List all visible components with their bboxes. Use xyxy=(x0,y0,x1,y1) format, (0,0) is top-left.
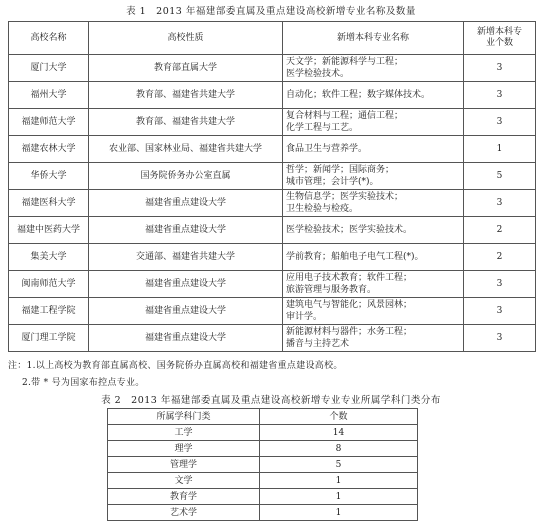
table-row xyxy=(9,190,536,217)
category-count: 1 xyxy=(260,473,418,489)
new-majors-table xyxy=(8,21,536,352)
header-type: 高校性质 xyxy=(89,22,283,55)
table-row xyxy=(108,473,418,489)
majors-cell xyxy=(283,136,464,163)
discipline-distribution-table xyxy=(107,408,418,521)
table-row xyxy=(9,325,536,352)
school-type: 福建省重点建设大学 xyxy=(89,298,283,325)
table1-caption: 表 1 2013 年福建部委直属及重点建设高校新增专业名称及数量 xyxy=(126,6,416,17)
school-type: 福建省重点建设大学 xyxy=(89,217,283,244)
table2-caption: 表 2 2013 年福建部委直属及重点建设高校新增专业专业所属学科门类分布 xyxy=(101,395,441,406)
major-line: 生物信息学；医学实验技术； xyxy=(286,192,404,202)
school-type: 教育部、福建省共建大学 xyxy=(89,109,283,136)
table-row xyxy=(9,298,536,325)
major-count: 5 xyxy=(464,163,536,190)
table-row xyxy=(9,217,536,244)
major-line: 天文学；新能源科学与工程； xyxy=(286,57,404,67)
major-count: 3 xyxy=(464,271,536,298)
table-row xyxy=(108,505,418,521)
note-2: 2.带 * 号为国家布控点专业。 xyxy=(22,378,145,388)
table2-header-row xyxy=(108,409,418,425)
header-num: 个数 xyxy=(260,409,418,425)
category-count: 14 xyxy=(260,425,418,441)
majors-cell xyxy=(283,55,464,82)
school-type: 教育部、福建省共建大学 xyxy=(89,82,283,109)
major-count: 3 xyxy=(464,325,536,352)
major-line: 食品卫生与营养学。 xyxy=(286,144,368,154)
category-count: 1 xyxy=(260,489,418,505)
table-row xyxy=(9,136,536,163)
school-name: 福州大学 xyxy=(9,82,89,109)
major-count: 2 xyxy=(464,217,536,244)
category-name: 工学 xyxy=(108,425,260,441)
school-type: 福建省重点建设大学 xyxy=(89,190,283,217)
majors-cell xyxy=(283,190,464,217)
major-count: 3 xyxy=(464,55,536,82)
table-row xyxy=(108,457,418,473)
major-line: 哲学；新闻学；国际商务； xyxy=(286,165,395,175)
table-row xyxy=(9,109,536,136)
major-line: 应用电子技术教育；软件工程； xyxy=(286,273,413,283)
school-name: 厦门大学 xyxy=(9,55,89,82)
majors-cell xyxy=(283,82,464,109)
school-type: 福建省重点建设大学 xyxy=(89,325,283,352)
category-name: 文学 xyxy=(108,473,260,489)
school-name: 福建工程学院 xyxy=(9,298,89,325)
category-count: 8 xyxy=(260,441,418,457)
table-row xyxy=(9,244,536,271)
school-type: 福建省重点建设大学 xyxy=(89,271,283,298)
school-name: 福建农林大学 xyxy=(9,136,89,163)
table-row xyxy=(9,82,536,109)
table-row xyxy=(9,271,536,298)
major-line: 城市管理；会计学(*)。 xyxy=(286,177,379,187)
school-type: 交通部、福建省共建大学 xyxy=(89,244,283,271)
category-count: 1 xyxy=(260,505,418,521)
header-school: 高校名称 xyxy=(9,22,89,55)
category-count: 5 xyxy=(260,457,418,473)
category-name: 理学 xyxy=(108,441,260,457)
category-name: 教育学 xyxy=(108,489,260,505)
table-row xyxy=(108,425,418,441)
majors-cell xyxy=(283,325,464,352)
category-name: 管理学 xyxy=(108,457,260,473)
major-line: 自动化；软件工程；数字媒体技术。 xyxy=(286,90,431,100)
school-type: 国务院侨务办公室直属 xyxy=(89,163,283,190)
major-line: 卫生检验与检疫。 xyxy=(286,204,359,214)
major-count: 2 xyxy=(464,244,536,271)
table-row xyxy=(108,489,418,505)
major-line: 化学工程与工艺。 xyxy=(286,123,359,133)
major-line: 审计学。 xyxy=(286,312,323,322)
major-count: 3 xyxy=(464,109,536,136)
table1-header-row xyxy=(9,22,536,55)
major-line: 旅游管理与服务教育。 xyxy=(286,285,377,295)
school-name: 福建师范大学 xyxy=(9,109,89,136)
category-name: 艺术学 xyxy=(108,505,260,521)
majors-cell xyxy=(283,271,464,298)
school-name: 华侨大学 xyxy=(9,163,89,190)
header-majors: 新增本科专业名称 xyxy=(283,22,464,55)
header-count-label: 新增本科专业个数 xyxy=(476,27,522,48)
major-count: 3 xyxy=(464,190,536,217)
majors-cell xyxy=(283,298,464,325)
note-1: 注：1.以上高校为教育部直属高校、国务院侨办直属高校和福建省重点建设高校。 xyxy=(8,361,343,371)
school-name: 福建中医药大学 xyxy=(9,217,89,244)
major-line: 新能源材料与器件；水务工程； xyxy=(286,327,413,337)
majors-cell xyxy=(283,109,464,136)
school-name: 厦门理工学院 xyxy=(9,325,89,352)
table-row xyxy=(9,163,536,190)
major-line: 医学检验技术；医学实验技术。 xyxy=(286,225,413,235)
major-line: 复合材料与工程；通信工程； xyxy=(286,111,404,121)
school-type: 农业部、国家林业局、福建省共建大学 xyxy=(89,136,283,163)
school-name: 福建医科大学 xyxy=(9,190,89,217)
major-line: 建筑电气与智能化；风景园林； xyxy=(286,300,413,310)
major-line: 学前教育；船舶电子电气工程(*)。 xyxy=(286,252,424,262)
table-row xyxy=(9,55,536,82)
major-count: 3 xyxy=(464,82,536,109)
header-category: 所属学科门类 xyxy=(108,409,260,425)
majors-cell xyxy=(283,163,464,190)
school-name: 闽南师范大学 xyxy=(9,271,89,298)
majors-cell xyxy=(283,217,464,244)
major-line: 医学检验技术。 xyxy=(286,69,350,79)
major-line: 播音与主持艺术 xyxy=(286,339,350,349)
school-type: 教育部直属大学 xyxy=(89,55,283,82)
major-count: 1 xyxy=(464,136,536,163)
school-name: 集美大学 xyxy=(9,244,89,271)
majors-cell xyxy=(283,244,464,271)
header-count xyxy=(464,22,536,55)
major-count: 3 xyxy=(464,298,536,325)
table-row xyxy=(108,441,418,457)
